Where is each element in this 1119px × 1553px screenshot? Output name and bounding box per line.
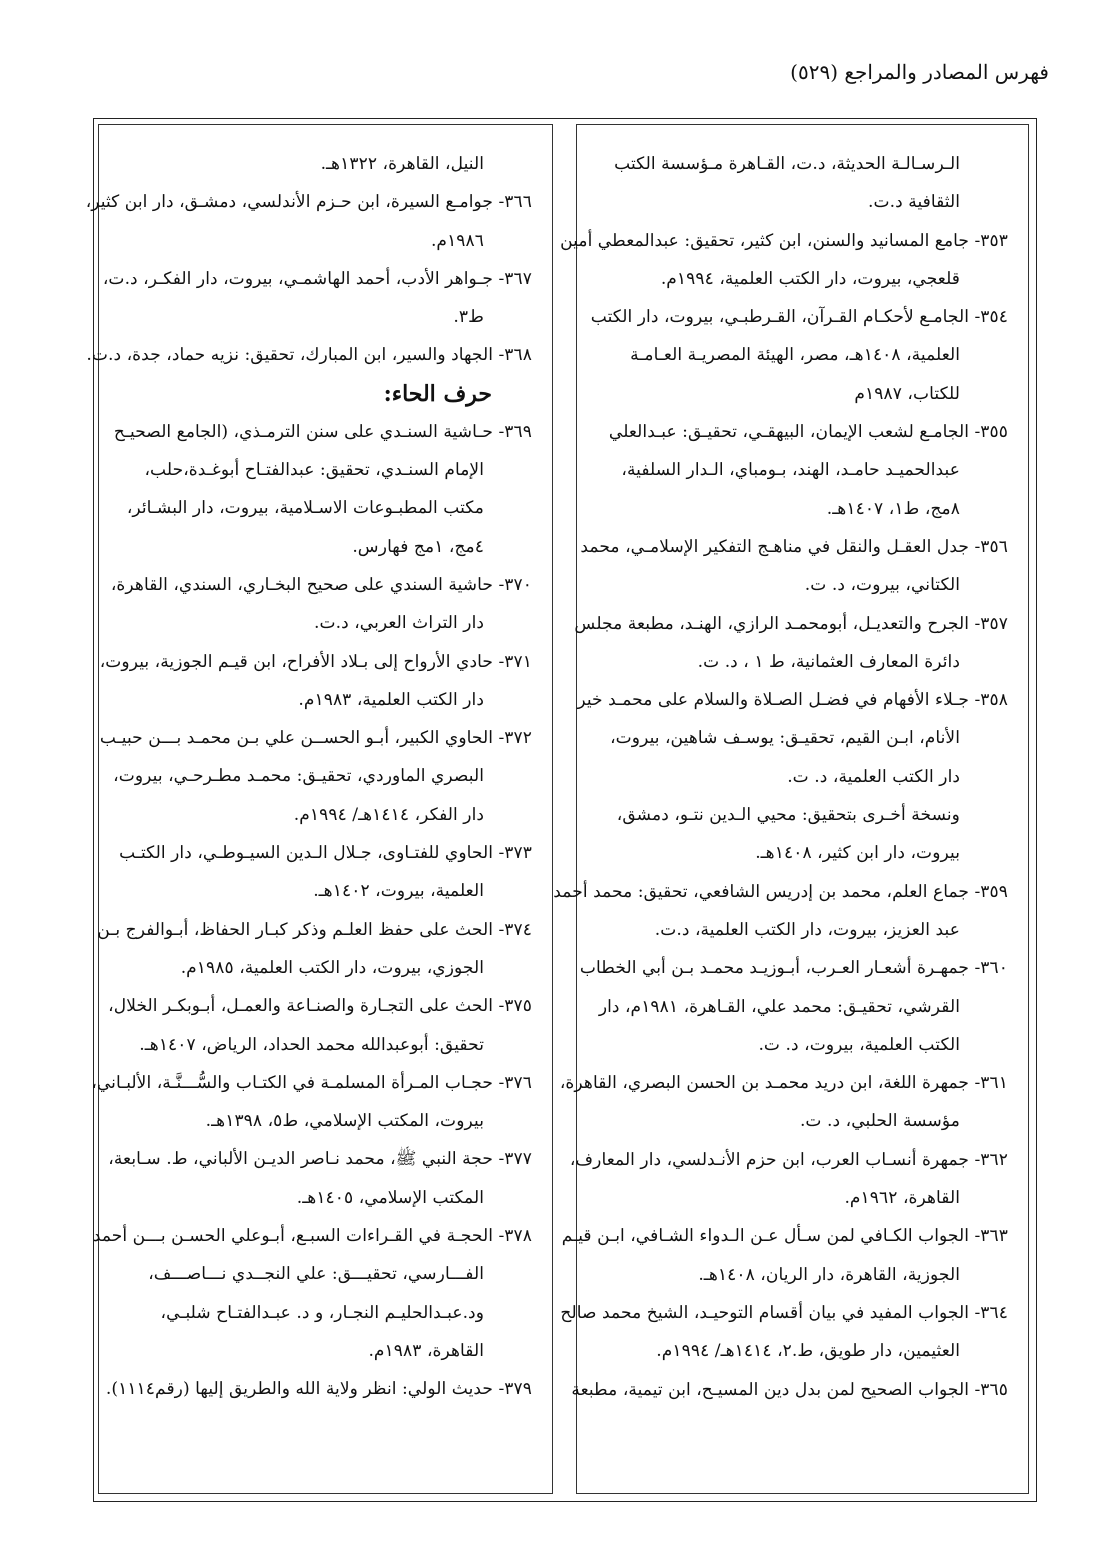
entry-line: الكتاني، بيروت، د. ت.: [804, 575, 960, 596]
bibliography-entry: [108, 987, 532, 1064]
entry-line: العلمية، ١٤٠٨هـ، مصر، الهيئة المصريـة العـامـة: [630, 345, 960, 366]
entry-line: ٣٦٠- جمهـرة أشعـار العـرب، أبـوزيـد محمـد بـن أبي الخطاب: [579, 958, 1008, 979]
entry-line: ٣٦٦- جوامـع السيرة، ابن حـزم الأندلسي، دمشـق، دار ابن كثير،: [85, 192, 532, 213]
bibliography-entry: [580, 528, 1008, 605]
bibliography-entry: [560, 222, 1008, 299]
entry-line: تحقيق: أبوعبدالله محمد الحداد، الرياض، ١٤٠٧هـ.: [139, 1034, 484, 1055]
entry-line: مكتب المطبـوعات الاسـلامية، بيروت، دار البشـائر،: [126, 498, 484, 519]
entry-line: قلعجي، بيروت، دار الكتب العلمية، ١٩٩٤م.: [660, 268, 960, 289]
bibliography-entry: [92, 1217, 532, 1370]
entry-line: مؤسسة الحلبي، د. ت.: [799, 1111, 960, 1132]
entry-line: ط٣.: [453, 307, 484, 328]
entry-line: دار التراث العربي، د.ت.: [314, 613, 484, 634]
entry-line: ٣٦٢- جمهرة أنسـاب العرب، ابن حزم الأنـدلسي، دار المعارف،: [569, 1149, 1008, 1170]
entry-line: ٣٥٥- الجامـع لشعب الإيمان، البيهقـي، تحقيـق: عبـدالعلي: [608, 422, 1008, 443]
entry-line: العلمية، بيروت، ١٤٠٢هـ.: [313, 881, 484, 902]
entry-line: القرشي، تحقيـق: محمد علي، القـاهرة، ١٩٨١م، دار: [598, 996, 960, 1017]
entry-line: للكتاب، ١٩٨٧م: [854, 383, 960, 404]
entry-line: النيل، القاهرة، ١٣٢٢هـ.: [320, 154, 484, 174]
entry-line: الكتب العلمية، بيروت، د. ت.: [758, 1034, 960, 1055]
bibliography-entry: [97, 911, 532, 988]
entry-line: ٤مج، ١مج فهارس.: [352, 536, 484, 557]
entry-line: عبد العزيز، بيروت، دار الكتب العلمية، د.ت.: [654, 919, 960, 940]
entry-line: العثيمين، دار طويق، ط.٢، ١٤١٤هـ/ ١٩٩٤م.: [656, 1341, 960, 1362]
entry-line: الجوزية، القاهرة، دار الريان، ١٤٠٨هـ.: [698, 1264, 960, 1285]
bibliography-entry: [111, 145, 532, 183]
bibliography-entry: [571, 1371, 1008, 1409]
entry-line: بيروت، المكتب الإسلامي، ط٥، ١٣٩٨هـ.: [205, 1111, 484, 1132]
bibliography-entry: [85, 183, 532, 260]
entry-line: القاهرة، ١٩٦٢م.: [844, 1188, 960, 1209]
running-head: فهرس المصادر والمراجع (٥٢٩): [790, 60, 1049, 84]
entry-line: ٣٦٧- جـواهر الأدب، أحمد الهاشمـي، بيروت، دار الفكـر، د.ت،: [102, 268, 532, 289]
entry-line: ٣٧٢- الحاوي الكبير، أبـو الحســن علي بـن محمـد بـــن حبيـب: [99, 728, 532, 749]
entry-line: ٣٧٨- الحجـة في القـراءات السبـع، أبـوعلي الحسـن بـــن أحمد: [92, 1226, 532, 1247]
entry-line: ٣٧١- حادي الأرواح إلى بـلاد الأفراح، ابن قيـم الجوزية، بيروت،: [99, 651, 532, 672]
bibliography-entry: [111, 834, 532, 911]
bibliography-entry: [579, 949, 1008, 1064]
entry-line: ٣٧٦- حجـاب المـرأة المسلمـة في الكتـاب والسُّـــنَّـة، الألبـاني،: [91, 1072, 532, 1093]
entry-line: الثقافية د.ت.: [868, 192, 960, 213]
entry-line: ٣٦١- جمهرة اللغة، ابن دريد محمـد بن الحسن البصري، القاهرة،: [559, 1073, 1008, 1094]
entry-line: الإمام السنـدي، تحقيق: عبدالفتـاح أبوغـدة،حلب،: [144, 460, 484, 481]
bibliography-entry: [589, 298, 1008, 413]
bibliography-entry: [86, 336, 532, 374]
entry-line: دار الكتب العلمية، د. ت.: [787, 766, 960, 787]
entry-line: ٣٥٣- جامع المسانيد والسنن، ابن كثير، تحقيق: عبدالمعطي أمين: [560, 230, 1008, 251]
entry-line: ٣٦٣- الجواب الكـافي لمن سـأل عـن الـدواء الشـافي، ابـن قيـم: [561, 1226, 1008, 1247]
entry-line: ٣٦٤- الجواب المفيد في بيان أقسام التوحيـد، الشيخ محمد صالح: [560, 1302, 1008, 1323]
entry-line: ٣٦٩- حـاشية السنـدي على سنن الترمـذي، (الجامع الصحيـح: [113, 421, 532, 442]
bibliography-entry: [569, 1141, 1008, 1218]
bibliography-entry: [559, 1064, 1008, 1141]
entry-line: ٣٧٠- حاشية السندي على صحيح البخـاري، السندي، القاهرة،: [110, 574, 532, 595]
entry-line: ٣٥٧- الجرح والتعديـل، أبومحمـد الرازي، الهنـد، مطبعة مجلس: [574, 613, 1008, 634]
bibliography-entry: [91, 1064, 532, 1141]
bibliography-entry: [589, 413, 1008, 528]
entry-line: البصري الماوردي، تحقيـق: محمـد مطـرحـي، بيروت،: [113, 766, 484, 787]
entry-line: ٣٦٥- الجواب الصحيح لمن بدل دين المسيـح، ابن تيمية، مطبعة: [571, 1379, 1008, 1400]
entry-line: الجوزي، بيروت، دار الكتب العلمية، ١٩٨٥م.: [180, 957, 484, 978]
bibliography-entry: [589, 145, 1008, 222]
bibliography-entry: [99, 643, 532, 720]
bibliography-entry: [105, 1370, 532, 1408]
entry-line: ٣٦٨- الجهاد والسير، ابن المبارك، تحقيق: نزيه حماد، جدة، د.ت.: [86, 345, 532, 366]
right-column: [553, 124, 1029, 1494]
left-column: [85, 124, 553, 1494]
entry-line: الأنام، ابـن القيم، تحقيـق: يوسـف شاهين، بيروت،: [610, 728, 960, 749]
entry-line: دار الكتب العلمية، ١٩٨٣م.: [298, 689, 484, 710]
entry-line: ٣٧٥- الحث على التجـارة والصنـاعة والعمـل، أبـوبكـر الخلال،: [108, 996, 532, 1017]
section-heading: حرف الحاء:: [383, 380, 492, 407]
entry-line: الـرسـالـة الحديثة، د.ت، القـاهرة مـؤسسة الكتب: [614, 154, 960, 174]
entry-line: دار الفكر، ١٤١٤هـ/ ١٩٩٤م.: [293, 804, 484, 825]
entry-line: ٣٥٨- جـلاء الأفهام في فضـل الصـلاة والسلام على محمـد خير: [577, 690, 1008, 711]
bibliography-entry: [560, 1294, 1008, 1371]
bibliography-entry: [108, 1140, 532, 1217]
bibliography-entry: [577, 681, 1008, 872]
entry-line: المكتب الإسلامي، ١٤٠٥هـ.: [296, 1187, 484, 1208]
bibliography-entry: [99, 719, 532, 834]
entry-line: ٣٧٣- الحاوي للفتـاوى، جـلال الـدين السيـوطـي، دار الكتـب: [119, 843, 532, 864]
entry-line: ٣٧٧- حجة النبي ﷺ، محمد نـاصر الديـن الألباني، ط. سـابعة،: [108, 1149, 532, 1170]
entry-line: ٣٥٤- الجامـع لأحكـام القـرآن، القـرطبـي، بيروت، دار الكتب: [590, 307, 1008, 328]
entry-line: القاهرة، ١٩٨٣م.: [368, 1340, 484, 1361]
entry-line: ود.عبـدالحليـم النجـار، و د. عبـدالفتـاح شلبـي،: [160, 1302, 484, 1323]
entry-line: ونسخة أخـرى بتحقيق: محيي الـدين نتـو، دمشق،: [616, 805, 960, 826]
entry-line: بيروت، دار ابن كثير، ١٤٠٨هـ.: [755, 843, 960, 864]
bibliography-entry: [111, 566, 532, 643]
entry-line: ٨مج، ط١، ١٤٠٧هـ.: [826, 498, 960, 519]
entry-line: الفـــارسي، تحقيـــق: علي النجــدي نـــاصـــف،: [148, 1264, 484, 1285]
bibliography-entry: [561, 1217, 1008, 1294]
entry-line: ٣٥٦- جدل العقـل والنقل في مناهـج التفكير الإسلامـي، محمد: [580, 536, 1008, 557]
entry-line: ٣٧٤- الحث على حفظ العلـم وذكر كبـار الحفاظ، أبـوالفرج بـن: [97, 919, 532, 940]
bibliography-entry: [111, 413, 532, 566]
entry-line: عبدالحميـد حامـد، الهند، بـومباي، الـدار السلفية،: [621, 460, 960, 481]
bibliography-entry: [553, 873, 1008, 950]
bibliography-entry: [102, 260, 532, 337]
entry-line: ٣٥٩- جماع العلم، محمد بن إدريس الشافعي، تحقيق: محمد أحمد: [553, 881, 1008, 902]
entry-line: ١٩٨٦م.: [430, 230, 484, 251]
entry-line: ٣٧٩- حديث الولي: انظر ولاية الله والطريق إليها (رقم١١١٤).: [105, 1379, 532, 1400]
bibliography-entry: [574, 605, 1008, 682]
entry-line: دائرة المعارف العثمانية، ط ١ ، د. ت.: [697, 651, 960, 672]
